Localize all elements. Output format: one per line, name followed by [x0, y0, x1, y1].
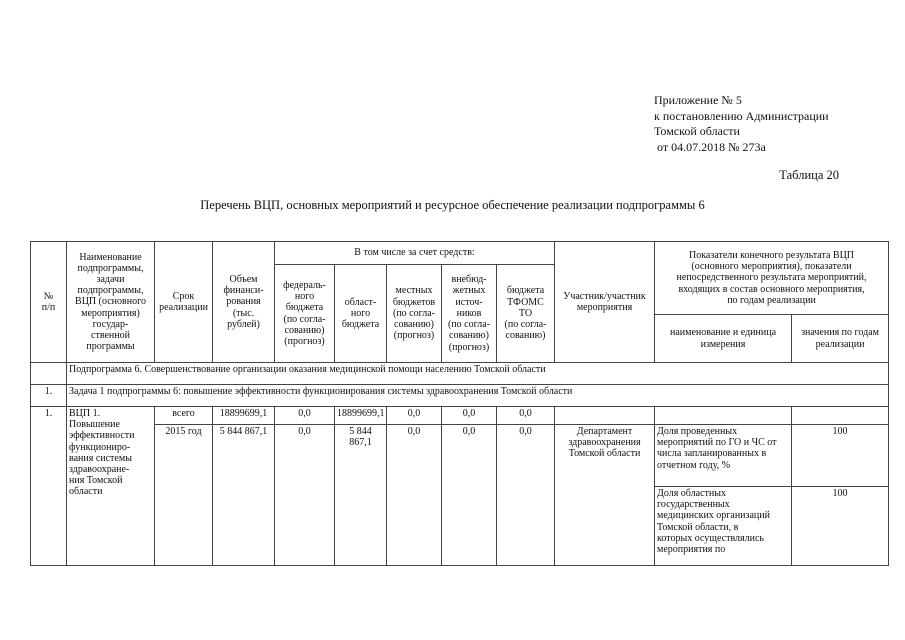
header-offbudget: внебюд- жетных источ- ников (по согла- сованию) (прогноз)	[442, 265, 497, 363]
header-row-1	[31, 242, 889, 265]
y2015-offbudget: 0,0	[442, 425, 497, 566]
header-indicator-name: наименование и единица измерения	[655, 315, 792, 363]
appendix-line-4: от 04.07.2018 № 273а	[657, 139, 766, 154]
total-volume: 18899699,1	[213, 407, 275, 425]
item-total-row	[31, 407, 889, 425]
y2015-volume: 5 844 867,1	[213, 425, 275, 566]
y2015-federal: 0,0	[275, 425, 335, 566]
appendix-block	[654, 93, 829, 155]
header-name: Наименование подпрограммы, задачи подпрограммы, ВЦП (основного мероприятия) государ- ственной программы	[67, 242, 155, 363]
indicator-2-name: Доля областных государственных медицинских организаций Томской области, в которых осуществлялись мероприятия по	[655, 487, 792, 566]
header-local: местных бюджетов (по согла- сованию) (прогноз)	[387, 265, 442, 363]
subprogram-title: Подпрограмма 6. Совершенствование организации оказания медицинской помощи населению Томской области	[67, 363, 889, 385]
table-number: Таблица 20	[779, 168, 839, 182]
indicator-1-value: 100	[792, 425, 889, 487]
y2015-regional: 5 844 867,1	[335, 425, 387, 566]
program-table	[30, 241, 889, 566]
total-federal: 0,0	[275, 407, 335, 425]
header-tfoms: бюджета ТФОМС ТО (по согла- сованию)	[497, 265, 555, 363]
header-period: Срок реализации	[155, 242, 213, 363]
total-offbudget: 0,0	[442, 407, 497, 425]
appendix-line-1: Приложение № 5	[654, 93, 742, 107]
task-title: Задача 1 подпрограммы 6: повышение эффективности функционирования системы здравоохранения Томской области	[67, 385, 889, 407]
total-period: всего	[155, 407, 213, 425]
y2015-tfoms: 0,0	[497, 425, 555, 566]
subprogram-row	[31, 363, 889, 385]
document-title: Перечень ВЦП, основных мероприятий и ресурсное обеспечение реализации подпрограммы 6	[200, 198, 705, 212]
item-name: ВЦП 1. Повышение эффективности функциониро- вания системы здравоохране- ния Томской области	[67, 407, 155, 566]
y2015-participant: Департамент здравоохранения Томской области	[555, 425, 655, 566]
header-federal: федераль- ного бюджета (по согла- сованию) (прогноз)	[275, 265, 335, 363]
total-regional: 18899699,1	[335, 407, 387, 425]
item-2015-row	[31, 425, 889, 487]
task-row	[31, 385, 889, 407]
total-local: 0,0	[387, 407, 442, 425]
header-indicators-group: Показатели конечного результата ВЦП (основного мероприятия), показатели непосредственного результата мероприятий, входящих в состав основного мероприятия, по годам реализации	[655, 242, 889, 315]
appendix-line-3: Томской области	[654, 124, 740, 138]
header-regional: област- ного бюджета	[335, 265, 387, 363]
y2015-period: 2015 год	[155, 425, 213, 566]
indicator-1-name: Доля проведенных мероприятий по ГО и ЧС от числа запланированных в отчетном году, %	[655, 425, 792, 487]
appendix-line-2: к постановлению Администрации	[654, 108, 829, 123]
total-tfoms: 0,0	[497, 407, 555, 425]
header-participant: Участник/участник мероприятия	[555, 242, 655, 363]
indicator-2-value: 100	[792, 487, 889, 566]
header-sources-group: В том числе за счет средств:	[275, 242, 555, 265]
header-volume: Объем финанси- рования (тыс. рублей)	[213, 242, 275, 363]
y2015-local: 0,0	[387, 425, 442, 566]
header-num: № п/п	[31, 242, 67, 363]
header-indicator-values: значения по годам реализации	[792, 315, 889, 363]
task-num: 1.	[31, 385, 67, 407]
item-num: 1.	[31, 407, 67, 566]
